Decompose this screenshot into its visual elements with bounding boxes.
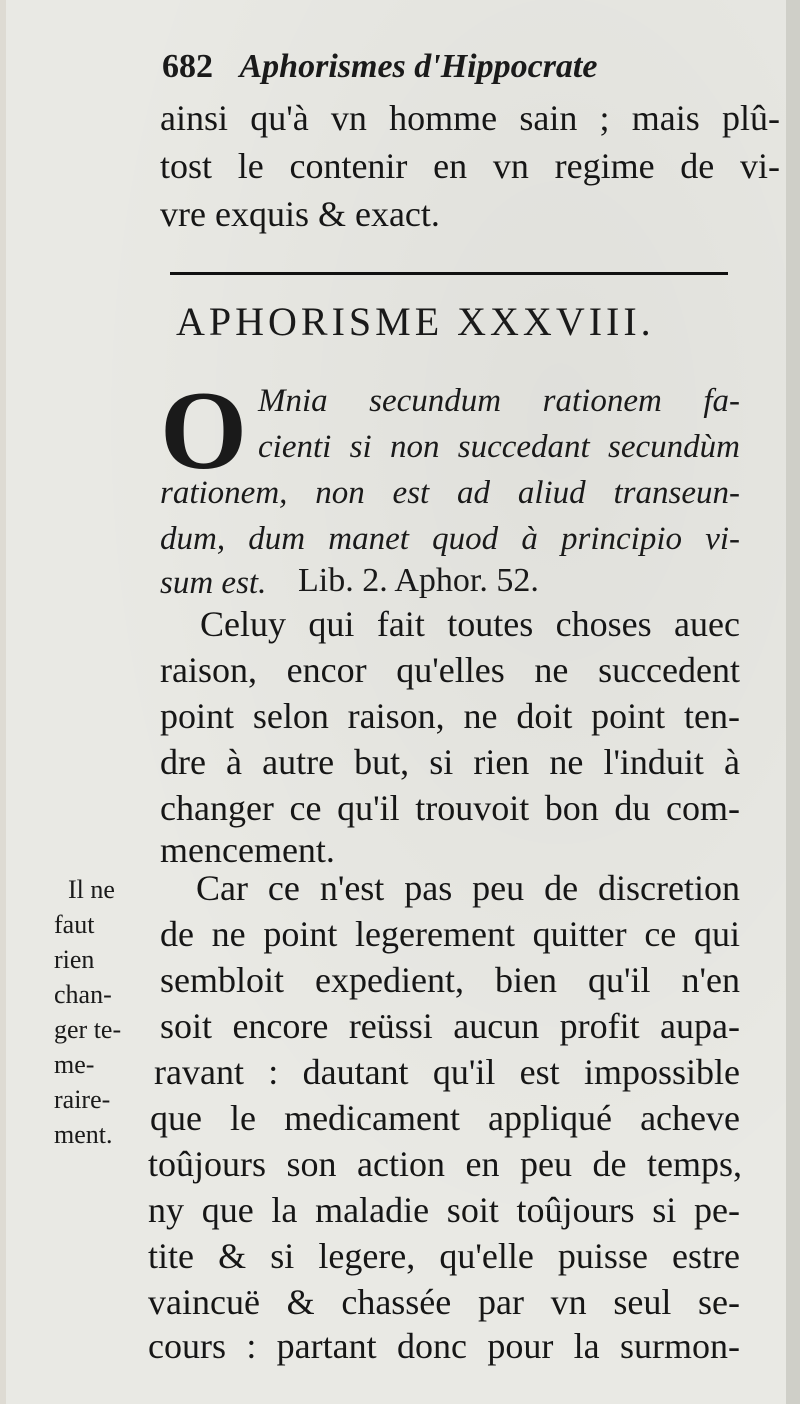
intro-line-1: ainsi qu'à vn homme sain ; mais plû- bbox=[160, 98, 780, 138]
section-rule bbox=[170, 272, 728, 275]
latin-line-3: rationem, non est ad aliud transeun- bbox=[160, 475, 740, 511]
latin-line-2: cienti si non succedant secundùm bbox=[258, 429, 740, 465]
para2-line-9: tite & si legere, qu'elle puisse estre bbox=[148, 1236, 740, 1276]
para2-line-8: ny que la maladie soit toûjours si pe- bbox=[148, 1190, 740, 1230]
margin-note-line: ger te- bbox=[54, 1015, 122, 1044]
para1-line-3: point selon raison, ne doit point ten- bbox=[160, 696, 740, 736]
margin-note-line: chan- bbox=[54, 980, 112, 1009]
para2-line-6: que le medicament appliqué acheve bbox=[150, 1098, 740, 1138]
para2-line-3: sembloit expedient, bien qu'il n'en bbox=[160, 960, 740, 1000]
margin-note-line: raire- bbox=[54, 1085, 111, 1114]
para2-line-5: ravant : dautant qu'il est impossible bbox=[154, 1052, 740, 1092]
para2-line-7: toûjours son action en peu de temps, bbox=[148, 1144, 742, 1184]
margin-note-line: me- bbox=[54, 1050, 95, 1079]
para2-line-10: vaincuë & chassée par vn seul se- bbox=[148, 1282, 740, 1322]
para1-line-5: changer ce qu'il trouvoit bon du com- bbox=[160, 788, 740, 828]
para1-line-1: Celuy qui fait toutes choses auec bbox=[200, 604, 740, 644]
latin-reference: Lib. 2. Aphor. 52. bbox=[298, 562, 539, 599]
margin-note-line: Il ne bbox=[68, 875, 115, 904]
para1-line-2: raison, encor qu'elles ne succedent bbox=[160, 650, 740, 690]
page-number: 682 bbox=[162, 48, 213, 85]
para2-line-1: Car ce n'est pas peu de discretion bbox=[196, 868, 740, 908]
latin-line-4: dum, dum manet quod à principio vi- bbox=[160, 521, 740, 557]
margin-note-line: ment. bbox=[54, 1120, 113, 1149]
para2-line-11: cours : partant donc pour la surmon- bbox=[148, 1326, 740, 1366]
drop-cap: O bbox=[160, 369, 248, 493]
latin-line-5: sum est. bbox=[160, 565, 267, 601]
margin-note-line: faut bbox=[54, 910, 95, 939]
page-left-edge bbox=[0, 0, 6, 1404]
running-header bbox=[162, 48, 682, 86]
para2-line-4: soit encore reüssi aucun profit aupa- bbox=[160, 1006, 740, 1046]
para2-line-2: de ne point legerement quitter ce qui bbox=[160, 914, 740, 954]
latin-line-1: Mnia secundum rationem fa- bbox=[258, 383, 740, 419]
intro-line-3: vre exquis & exact. bbox=[160, 194, 440, 234]
page-right-edge bbox=[786, 0, 800, 1404]
para1-line-6: mencement. bbox=[160, 830, 335, 870]
aphorism-heading: APHORISME XXXVIII. bbox=[176, 299, 655, 344]
intro-line-2: tost le contenir en vn regime de vi- bbox=[160, 146, 780, 186]
margin-note bbox=[54, 872, 150, 1152]
running-title: Aphorismes d'Hippocrate bbox=[239, 48, 598, 85]
para1-line-4: dre à autre but, si rien ne l'induit à bbox=[160, 742, 740, 782]
margin-note-line: rien bbox=[54, 945, 95, 974]
